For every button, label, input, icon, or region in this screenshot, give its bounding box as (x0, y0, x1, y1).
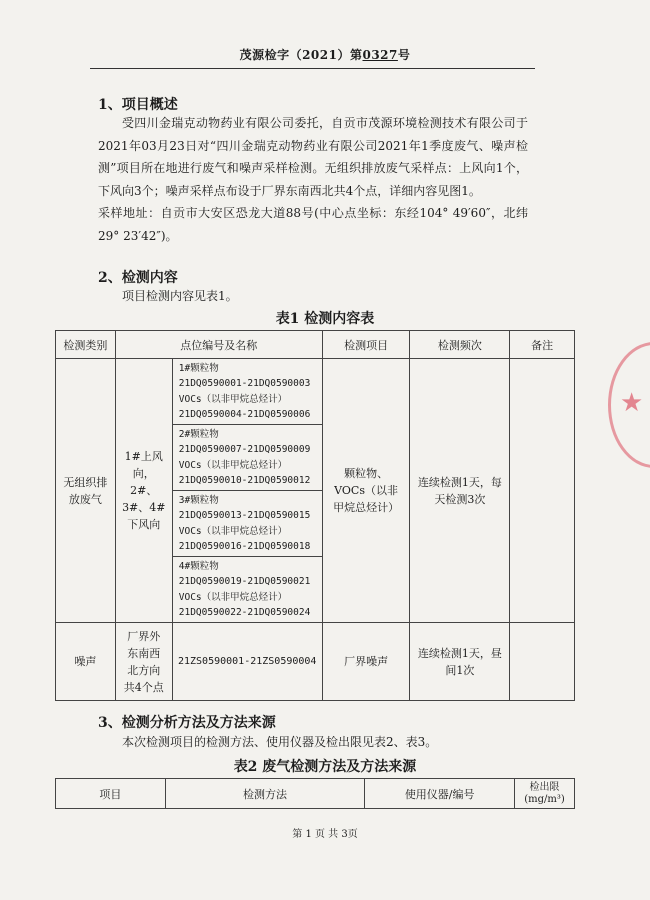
noise-category: 噪声 (56, 623, 116, 701)
list-item: 4#颗粒物 (178, 560, 219, 572)
table1-header-point: 点位编号及名称 (115, 331, 322, 359)
list-item: 21DQ0590022-21DQ0590024 (178, 607, 311, 618)
table1-header-remark: 备注 (510, 331, 575, 359)
gas-remark (510, 359, 575, 623)
table1-header-row (56, 331, 575, 359)
table1-header-category: 检测类别 (56, 331, 116, 359)
section1-paragraph: 受四川金瑞克动物药业有限公司委托，自贡市茂源环境检测技术有限公司于2021年03月23日对“四川金瑞克动物药业有限公司2021年1季度废气、噪声检测”项目所在地进行废气和噪声采样检测。无组织排放废气采样点：上风向1个，下风向3个；噪声采样点布设于厂界东南西北共4个点，详细内容见图1。 (98, 116, 528, 198)
table2-header-method: 检测方法 (165, 779, 365, 809)
list-item: 3#颗粒物 (178, 494, 219, 506)
table2-header-limit (515, 779, 575, 809)
doc-number-value: 0327 (362, 48, 398, 62)
noise-item: 厂界噪声 (322, 623, 410, 701)
section3-intro: 本次检测项目的检测方法、使用仪器及检出限见表2、表3。 (122, 735, 438, 749)
list-item: 21DQ0590007-21DQ0590009 (178, 444, 311, 455)
gas-item: 颗粒物、VOCs（以非甲烷总烃计） (322, 359, 410, 623)
list-item: 2#颗粒物 (178, 428, 219, 440)
list-item: 21DQ0590019-21DQ0590021 (178, 576, 311, 587)
gas-group-4 (172, 557, 322, 623)
limit-label: 检出限 (529, 781, 560, 793)
table1 (55, 330, 575, 701)
list-item: 21DQ0590010-21DQ0590012 (178, 475, 311, 486)
table-row (56, 359, 575, 425)
table2-title: 表2 废气检测方法及方法来源 (233, 759, 417, 775)
table1-title: 表1 检测内容表 (275, 311, 375, 327)
section1-body (98, 112, 528, 247)
section1-title: 1、项目概述 (98, 97, 178, 113)
table2 (55, 778, 575, 809)
list-item: 21DQ0590013-21DQ0590015 (178, 510, 311, 521)
gas-frequency: 连续检测1天，每天检测3次 (410, 359, 510, 623)
gas-group-2 (172, 425, 322, 491)
table1-header-item: 检测项目 (322, 331, 410, 359)
header-rule (90, 68, 535, 69)
list-item: VOCs（以非甲烷总烃计） (178, 393, 288, 405)
section3-intro-wrap (98, 731, 528, 754)
noise-frequency: 连续检测1天，昼间1次 (410, 623, 510, 701)
table2-header-instrument: 使用仪器/编号 (365, 779, 515, 809)
noise-remark (510, 623, 575, 701)
table1-header-frequency: 检测频次 (410, 331, 510, 359)
gas-category: 无组织排放废气 (56, 359, 116, 623)
section2-title: 2、检测内容 (98, 270, 178, 286)
gas-group-3 (172, 491, 322, 557)
page-footer: 第 1 页 共 3页 (292, 829, 358, 840)
list-item: 21DQ0590001-21DQ0590003 (178, 378, 311, 389)
table2-header-row (56, 779, 575, 809)
gas-points: 1#上风向，2#、3#、4#下风向 (115, 359, 172, 623)
list-item: VOCs（以非甲烷总烃计） (178, 459, 288, 471)
noise-codes: 21ZS0590001-21ZS0590004 (172, 623, 322, 701)
limit-unit: (mg/m³) (524, 793, 565, 805)
section2-intro: 项目检测内容见表1。 (122, 289, 238, 303)
list-item: 21DQ0590016-21DQ0590018 (178, 541, 311, 552)
list-item: VOCs（以非甲烷总烃计） (178, 591, 288, 603)
sampling-address: 采样地址：自贡市大安区恐龙大道88号(中心点坐标：东经104° 49′60″，北纬29° 23′42″)。 (98, 206, 528, 243)
noise-points: 厂界外东南西北方向共4个点 (115, 623, 172, 701)
list-item: VOCs（以非甲烷总烃计） (178, 525, 288, 537)
doc-number-suffix: 号 (397, 48, 411, 62)
list-item: 21DQ0590004-21DQ0590006 (178, 409, 311, 420)
seal-star-icon: ★ (620, 388, 644, 418)
table2-header-item: 项目 (56, 779, 166, 809)
document-number (0, 46, 650, 63)
gas-group-1 (172, 359, 322, 425)
table-row (56, 623, 575, 701)
section2-intro-wrap (98, 285, 528, 308)
doc-number-prefix: 茂源检字（2021）第 (239, 48, 363, 62)
section3-title: 3、检测分析方法及方法来源 (98, 715, 276, 731)
list-item: 1#颗粒物 (178, 362, 219, 374)
